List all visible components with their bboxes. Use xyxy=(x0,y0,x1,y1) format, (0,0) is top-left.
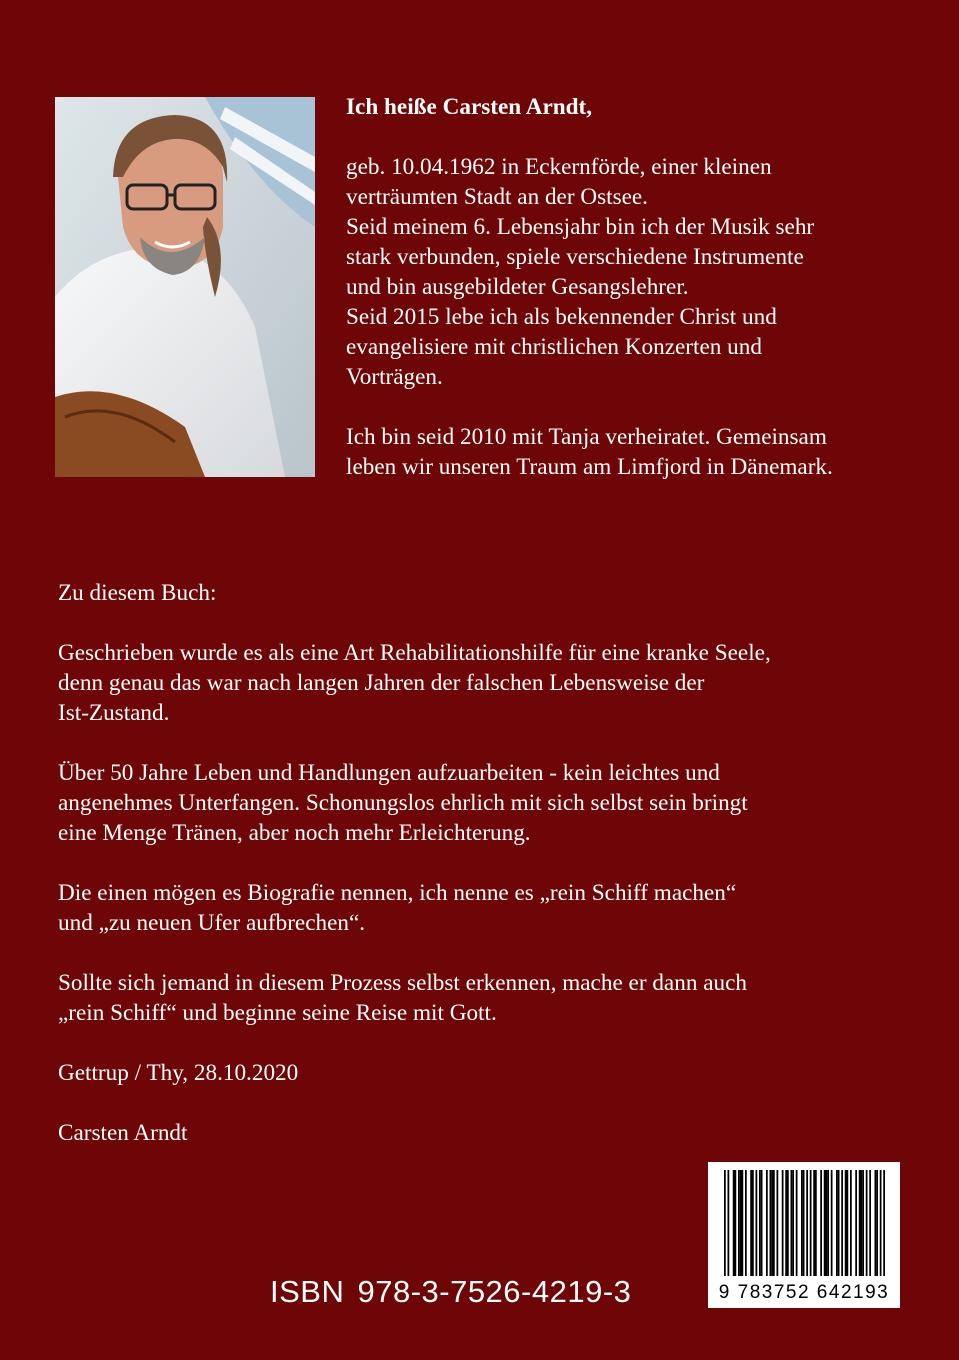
barcode-bar xyxy=(841,1170,843,1276)
barcode-bar xyxy=(859,1170,861,1276)
about-line: und „zu neuen Ufer aufbrechen“. xyxy=(58,910,366,936)
author-bio xyxy=(346,92,926,482)
barcode-bar xyxy=(813,1170,815,1276)
author-greeting: Ich heiße Carsten Arndt, xyxy=(346,94,593,120)
barcode-bar xyxy=(836,1170,838,1276)
about-line: angenehmes Unterfangen. Schonungslos ehrlich mit sich selbst sein bringt xyxy=(58,790,748,816)
barcode-bar xyxy=(740,1170,742,1276)
barcode-digits: 9 783752 642193 xyxy=(718,1282,890,1303)
barcode-bar xyxy=(761,1170,763,1276)
place-date: Gettrup / Thy, 28.10.2020 xyxy=(58,1060,299,1086)
barcode-bar xyxy=(759,1170,761,1276)
about-line: eine Menge Tränen, aber noch mehr Erleichterung. xyxy=(58,820,531,846)
barcode-bar xyxy=(766,1170,768,1276)
barcode-bars xyxy=(708,1162,900,1282)
barcode-bar xyxy=(861,1170,863,1276)
barcode xyxy=(708,1162,900,1308)
bio-line: Seid meinem 6. Lebensjahr bin ich der Musik sehr xyxy=(346,214,815,240)
barcode-bar xyxy=(866,1170,868,1276)
barcode-bar xyxy=(791,1170,793,1276)
barcode-bar xyxy=(831,1170,833,1276)
bio-line: Ich bin seid 2010 mit Tanja verheiratet. Gemeinsam xyxy=(346,424,827,450)
barcode-bar xyxy=(880,1170,882,1276)
barcode-bar xyxy=(875,1170,877,1276)
bio-line: Seid 2015 lebe ich als bekennender Christ und xyxy=(346,304,777,330)
about-book-section xyxy=(58,578,918,1148)
barcode-bar xyxy=(785,1170,787,1276)
barcode-bar xyxy=(855,1170,857,1276)
barcode-bar xyxy=(827,1170,829,1276)
about-line: Sollte sich jemand in diesem Prozess selbst erkennen, mache er dann auch xyxy=(58,970,747,996)
barcode-bar xyxy=(756,1170,758,1276)
about-line: Über 50 Jahre Leben und Handlungen aufzuarbeiten - kein leichtes und xyxy=(58,760,720,786)
barcode-bar xyxy=(824,1170,826,1276)
barcode-bar xyxy=(883,1170,885,1276)
barcode-bar xyxy=(820,1170,822,1276)
bio-line: evangelisiere mit christlichen Konzerten und xyxy=(346,334,762,360)
barcode-bar xyxy=(733,1170,735,1276)
bio-line: stark verbunden, spiele verschiedene Instrumente xyxy=(346,244,804,270)
barcode-bar xyxy=(847,1170,849,1276)
author-photo xyxy=(55,97,315,477)
barcode-bar xyxy=(806,1170,808,1276)
barcode-bar xyxy=(773,1170,775,1276)
barcode-bar xyxy=(750,1170,752,1276)
barcode-bar xyxy=(845,1170,847,1276)
signature: Carsten Arndt xyxy=(58,1120,188,1146)
barcode-bar xyxy=(728,1170,730,1276)
barcode-bar xyxy=(782,1170,784,1276)
barcode-bar xyxy=(862,1170,864,1276)
barcode-bar xyxy=(792,1170,794,1276)
barcode-bar xyxy=(742,1170,744,1276)
barcode-bar xyxy=(803,1170,805,1276)
barcode-bar xyxy=(770,1170,772,1276)
about-line: Ist-Zustand. xyxy=(58,700,170,726)
bio-line: leben wir unseren Traum am Limfjord in Dänemark. xyxy=(346,454,833,480)
barcode-bar xyxy=(745,1170,747,1276)
barcode-bar xyxy=(724,1170,726,1276)
bio-line: Vorträgen. xyxy=(346,364,443,390)
barcode-bar xyxy=(876,1170,878,1276)
barcode-bar xyxy=(826,1170,828,1276)
barcode-bar xyxy=(787,1170,789,1276)
isbn-label: ISBN 978-3-7526-4219-3 xyxy=(270,1274,632,1309)
barcode-bar xyxy=(796,1170,798,1276)
barcode-bar xyxy=(777,1170,779,1276)
barcode-bar xyxy=(838,1170,840,1276)
barcode-bar xyxy=(752,1170,754,1276)
barcode-bar xyxy=(869,1170,871,1276)
bio-line: verträumten Stadt an der Ostsee. xyxy=(346,184,648,210)
about-line: „rein Schiff“ und beginne seine Reise mit Gott. xyxy=(58,1000,497,1026)
barcode-bar xyxy=(771,1170,773,1276)
barcode-bar xyxy=(810,1170,812,1276)
barcode-bar xyxy=(735,1170,737,1276)
barcode-bar xyxy=(801,1170,803,1276)
barcode-bar xyxy=(815,1170,817,1276)
barcode-bar xyxy=(738,1170,740,1276)
about-line: denn genau das war nach langen Jahren der falschen Lebensweise der xyxy=(58,670,705,696)
about-line: Die einen mögen es Biografie nennen, ich nenne es „rein Schiff machen“ xyxy=(58,880,737,906)
barcode-bar xyxy=(850,1170,852,1276)
about-heading: Zu diesem Buch: xyxy=(58,580,217,606)
bio-line: geb. 10.04.1962 in Eckernförde, einer kleinen xyxy=(346,154,772,180)
about-line: Geschrieben wurde es als eine Art Rehabilitationshilfe für eine kranke Seele, xyxy=(58,640,771,666)
bio-line: und bin ausgebildeter Gesangslehrer. xyxy=(346,274,689,300)
